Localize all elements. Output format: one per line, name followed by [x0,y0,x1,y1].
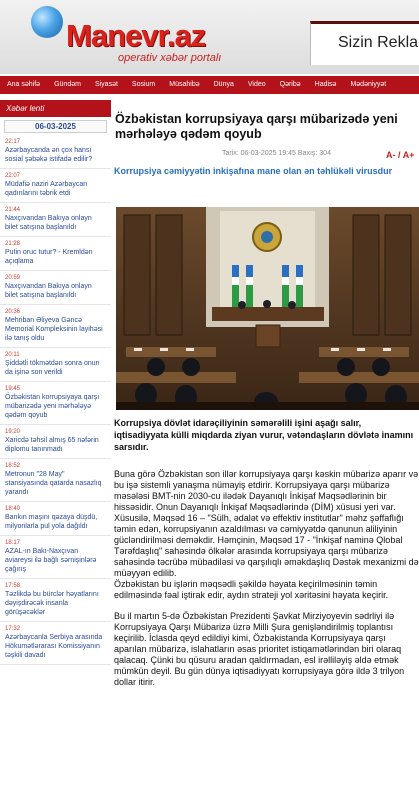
news-item[interactable] [0,135,111,169]
nav-item-world[interactable]: Dünya [213,81,234,88]
nav-item-home[interactable]: Ana səhifə [7,81,41,88]
news-item[interactable] [0,169,111,203]
ad-banner-text: Sizin Rekla [338,34,419,51]
article-body [114,469,419,698]
site-logo[interactable]: Manevr.az [66,18,206,53]
parliament-hall-illustration [116,207,419,410]
font-size-controls: A- / A+ [386,150,415,160]
news-item-title[interactable]: Naxçıvandan Bakıya onlayn bilet satışına başlanıldı [5,215,92,231]
site-tagline: operativ xəbər portalı [118,52,222,64]
news-item-time: 20:36 [5,309,21,315]
news-item-title[interactable]: AZAL-ın Bakı-Naxçıvan aviareysi ilə bağlı sərnişinlərə çağırış [5,548,97,573]
news-item[interactable] [0,579,111,622]
news-item[interactable] [0,502,111,536]
news-item[interactable] [0,348,111,382]
news-item-title[interactable]: Putin oruc tutur? - Kremldən açıqlama [5,249,93,265]
news-item-title[interactable]: Naxçıvandan Bakıya onlayn bilet satışına başlanıldı [5,283,92,299]
news-item-time: 17:58 [5,583,21,589]
news-item-title[interactable]: Təzlikdə bu bürclər həyatlarını dəyişdirəcək insanla görüşəcəklər [5,591,99,616]
news-item-title[interactable]: Özbəkistan korrupsiyaya qarşı mübarizədə yeni mərhələyə qədəm qoyub [5,394,100,419]
news-feed-sidebar [0,100,111,800]
article-paragraph: Buna görə Özbəkistan son illər korrupsiyaya qarşı kəskin mübarizə aparır və bu işə sistemli yanaşma nümayiş etdirir. Korrupsiyaya qarşı mübarizə məsələsi BMT-nin 2030-cu ilədək Dayanıqlı İnkişaf Məqsədlərinin bir hissəsidir. Onun Dayanıqlı İnkişaf Məqsədlərində (DİM) xüsusi yeri var. Xüsusilə, Məqsəd 16 – "Sülh, ədalət və effektiv institutlar" məhz şəffaflığı təmin edən, korrupsiyanın azaldılması və cəmiyyətdə qanunun aliliyinin gücləndirilməsi deməkdir. Həmçinin, Məqsəd 17 - "İnkişaf naminə Qlobal Tərəfdaşlıq" sahəsində ölkələr arasında korrupsiyaya qarşı mübarizə sahəsində təcrübə mübadiləsi və qarşılıqlı əməkdaşlıq Dəstək mexanizmi də müəyyən edilib. Özbəkistan bu işlərin məqsədli şəkildə həyata keçirilməsinin təmin edilməsində fəal iştirak edir, aydın strateji yol xəritəsini həyata keçirir. [114,469,419,600]
nav-item-politics[interactable]: Siyasət [94,81,118,88]
nav-item-incident[interactable]: Hadisə [314,81,337,88]
news-item-title[interactable]: Şiddətli tökmətdən sonra onun da işinə son verildi [5,360,100,376]
news-item-time: 22:07 [5,173,21,179]
article-title: Özbəkistan korrupsiyaya qarşı mübarizədə yeni mərhələyə qədəm qoyub [115,112,398,141]
nav-item-video[interactable]: Video [247,81,266,88]
font-decrease-button[interactable]: A- [386,150,396,160]
news-item-time: 17:32 [5,626,21,632]
nav-item-culture[interactable]: Mədəniyyət [350,81,387,88]
news-item-title[interactable]: Bankın maşını qəzaya düşdü, milyonlarla pul yola dağıldı [5,514,98,530]
news-item-time: 21:44 [5,207,21,213]
news-item[interactable] [0,425,111,459]
news-feed-title: Xəbər lenti [0,100,111,117]
ad-banner[interactable] [310,21,419,65]
news-item[interactable] [0,305,111,348]
globe-logo-icon[interactable] [31,6,63,38]
news-list [0,135,111,665]
font-increase-button[interactable]: A+ [402,150,415,160]
news-item[interactable] [0,382,111,425]
news-item-title[interactable]: Azərbaycanla Serbiya arasında Hökumətlərarası Komissiyanın təşkili davadı [5,634,103,659]
article-lead: Korrupsiya dövlət idarəçiliyinin səmərəlili işini aşağı salır, iqtisadiyyata külli miqdarda ziyan vurur, vətəndaşların dövlətə inamını sarsıdır. [114,418,414,452]
news-item[interactable] [0,536,111,579]
nav-item-agenda[interactable]: Gündəm [54,81,81,88]
news-item-title[interactable]: Azərbaycanda ən çox hansı sosial şəbəkə istifadə edilir? [5,147,93,163]
news-item-time: 18:52 [5,463,21,469]
news-item[interactable] [0,459,111,502]
news-item-title[interactable]: Mehriban Əliyeva Gəncə Memorial Kompleksinin layihəsi ilə tanış oldu [5,317,103,342]
news-item-time: 19:45 [5,386,21,392]
news-item-title[interactable]: Müdafiə naziri Azərbaycan qadınlarını təbrik etdi [5,181,88,197]
news-item-time: 20:59 [5,275,21,281]
news-item-time: 19:20 [5,429,21,435]
news-item[interactable] [0,237,111,271]
article-photo [116,207,419,410]
nav-item-strange[interactable]: Qəribə [279,81,301,88]
news-item[interactable] [0,271,111,305]
site-header [0,0,419,74]
news-item-title[interactable]: Xaricdə təhsil almış 65 nəfərin diplomu tanınmadı [5,437,99,453]
news-item[interactable] [0,203,111,237]
news-item[interactable] [0,622,111,665]
news-item-time: 22:17 [5,139,21,145]
article-paragraph: Bu il martın 5-də Özbəkistan Prezidenti Şavkat Mirziyoyevin sədrliyi ilə Korrupsiyaya Qarşı Mübarizə üzrə Milli Şura genişləndirilmiş toplantısı keçirilib. İclasda qeyd edildiyi kimi, Özbəkistanda Korrupsiyaya qarşı aparılan mübarizə, islahatların əsas prioritet istiqamətlərindən biri olaraq qalacaq. Çünki bu qüsuru aradan qaldırmadan, esl irəlliləyiş əldə etmək mümkün deyil. Bu gün dünya iqtisadiyyatı korrupsiyaya görə ildə 3 trilyon dollar itirir. [114,611,405,687]
news-item-time: 20:11 [5,352,20,358]
nav-item-society[interactable]: Sosium [131,81,156,88]
news-item-title[interactable]: Metronun "28 May" stansiyasında qatarda nasazlıq yarandı [5,471,102,496]
main-nav [0,76,419,94]
nav-item-interview[interactable]: Müsahibə [169,81,200,88]
news-item-time: 21:28 [5,241,21,247]
article-subtitle: Korrupsiya cəmiyyətin inkişafına mane olan ən təhlükəli virusdur [114,166,393,176]
news-item-time: 18:40 [5,506,21,512]
news-feed-date[interactable]: 06-03-2025 [4,120,107,133]
article-meta: Tarix: 06-03-2025 19:45 Baxış: 304 [222,150,331,157]
news-item-time: 18:17 [5,540,21,546]
